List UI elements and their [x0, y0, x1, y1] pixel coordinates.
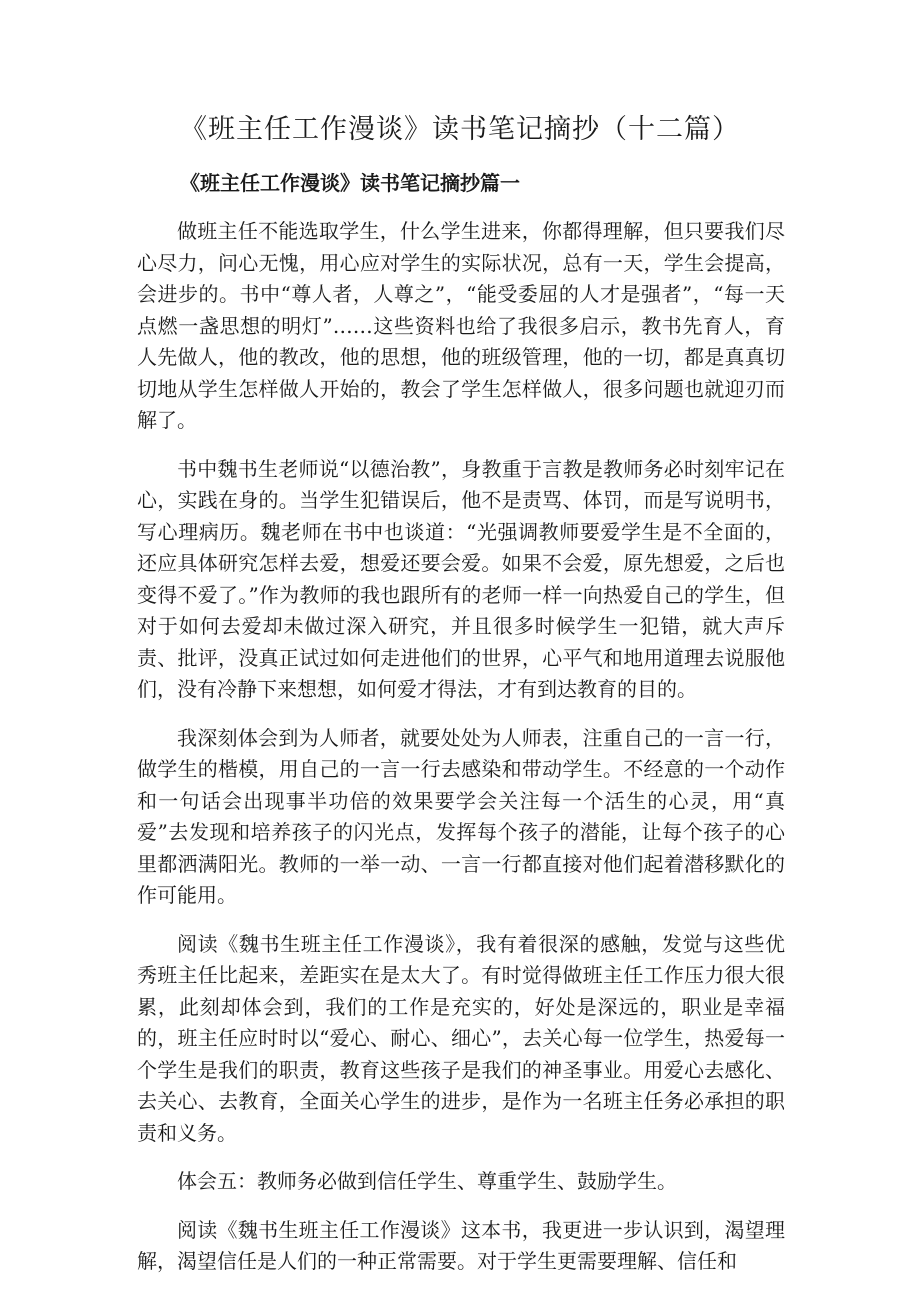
document-title: 《班主任工作漫谈》读书笔记摘抄（十二篇）	[180, 114, 740, 145]
paragraph-3: 我深刻体会到为人师者，就要处处为人师表，注重自己的一言一行，做学生的楷模，用自己的一言一行去感染和带动学生。不经意的一个动作和一句话会出现事半功倍的效果要学会关注每一个活生的心灵，用“真爱”去发现和培养孩子的闪光点，发挥每个孩子的潜能，让每个孩子的心里都洒满阳光。教师的一举一动、一言一行都直接对他们起着潜移默化的作可能用。	[137, 725, 785, 907]
paragraph-4: 阅读《魏书生班主任工作漫谈》，我有着很深的感触，发觉与这些优秀班主任比起来，差距实在是太大了。有时觉得做班主任工作压力很大很累，此刻却体会到，我们的工作是充实的，好处是深远的，职业是幸福的，班主任应时时以“爱心、耐心、细心”，去关心每一位学生，热爱每一个学生是我们的职责，教育这些孩子是我们的神圣事业。用爱心去感化、去关心、去教育，全面关心学生的进步，是作为一名班主任务必承担的职责和义务。	[137, 931, 785, 1145]
paragraph-5: 体会五：教师务必做到信任学生、尊重学生、鼓励学生。	[177, 1169, 677, 1193]
section-heading: 《班主任工作漫谈》读书笔记摘抄篇一	[180, 171, 520, 195]
document-body	[137, 216, 785, 1295]
paragraph-2: 书中魏书生老师说“以德治教”，身教重于言教是教师务必时刻牢记在心，实践在身的。当学生犯错误后，他不是责骂、体罚，而是写说明书，写心理病历。魏老师在书中也谈道：“光强调教师要爱学生是不全面的，还应具体研究怎样去爱，想爱还要会爱。如果不会爱，原先想爱，之后也变得不爱了。”作为教师的我也跟所有的老师一样一向热爱自己的学生，但对于如何去爱却未做过深入研究，并且很多时候学生一犯错，就大声斥责、批评，没真正试过如何走进他们的世界，心平气和地用道理去说服他们，没有冷静下来想想，如何爱才得法，才有到达教育的目的。	[137, 456, 785, 701]
paragraph-1: 做班主任不能选取学生，什么学生进来，你都得理解，但只要我们尽心尽力，问心无愧，用心应对学生的实际状况，总有一天，学生会提高，会进步的。书中“尊人者，人尊之”，“能受委屈的人才是强者”，“每一天点燃一盏思想的明灯”……这些资料也给了我很多启示，教书先育人，育人先做人，他的教改，他的思想，他的班级管理，他的一切，都是真真切切地从学生怎样做人开始的，教会了学生怎样做人，很多问题也就迎刃而解了。	[137, 219, 785, 432]
paragraph-6: 阅读《魏书生班主任工作漫谈》这本书，我更进一步认识到，渴望理解，渴望信任是人们的一种正常需要。对于学生更需要理解、信任和	[137, 1217, 785, 1273]
